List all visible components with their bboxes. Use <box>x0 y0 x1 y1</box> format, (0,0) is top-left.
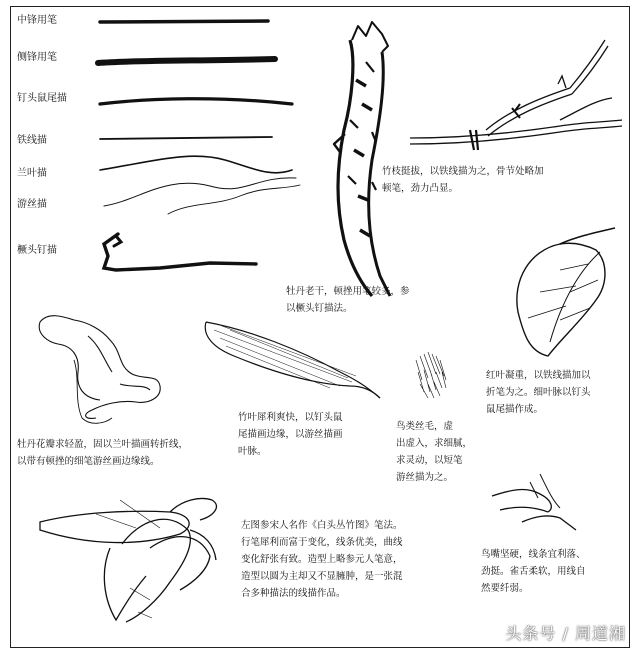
caption-peony-petal: 牡丹花瓣求轻盈，固以兰叶描画转折线， 以带有顿挫的细笔游丝画边缘线。 <box>17 439 189 467</box>
sample-iron-wire <box>100 137 272 139</box>
song-bamboo-drawing <box>40 499 216 623</box>
bamboo-leaf-drawing <box>205 322 380 398</box>
sample-orchid-leaf <box>100 156 292 173</box>
bamboo-branch-drawing <box>410 40 622 150</box>
caption-bamboo-branch: 竹枝挺拔，以铁线描为之，骨节处略加 顿笔，劲力凸显。 <box>382 166 544 194</box>
sample-gossamer <box>104 178 296 206</box>
bird-feather-drawing <box>416 352 446 398</box>
stroke-samples <box>98 21 300 270</box>
caption-peony-trunk: 牡丹老干，顿挫用笔较多，参 以橛头钉描法。 <box>286 286 410 314</box>
label-stake-head: 橛头钉描 <box>17 245 57 256</box>
watermark <box>505 621 626 644</box>
label-nail-head-rat-tail: 钉头鼠尾描 <box>17 93 67 104</box>
label-gossamer: 游丝描 <box>17 199 47 210</box>
sample-stake-head <box>104 234 256 270</box>
bird-beak-drawing <box>492 474 576 530</box>
caption-red-leaf: 红叶凝重，以铁线描加以 折笔为之。细叶脉以钉头 鼠尾描作成。 <box>486 370 591 415</box>
label-iron-wire: 铁线描 <box>17 135 47 146</box>
peony-trunk-drawing <box>334 22 390 296</box>
watermark-text: 头条号 / 周道湘 <box>505 624 626 643</box>
caption-bird-beak: 鸟嘴坚硬，线条宜利落、 劲挺。雀舌柔软，用线自 然要纤弱。 <box>481 549 586 594</box>
caption-bird-feather: 鸟类丝毛，虚 出虚入，求细腻， 求灵动，以短笔 游丝描为之。 <box>396 421 473 483</box>
caption-song-bamboo: 左图参宋人名作《白头丛竹图》笔法。 行笔犀利而富于变化，线条优美，曲线 变化舒张有致。造型上略参元人笔意， 造型以圆为主却又不显臃肿，是一张混 合多种描法的线描作品。 <box>241 520 403 599</box>
sample-center-stroke <box>100 21 268 22</box>
label-center-stroke: 中锋用笔 <box>17 15 57 26</box>
sample-side-stroke <box>98 59 275 63</box>
label-orchid-leaf: 兰叶描 <box>17 168 47 179</box>
caption-bamboo-leaf: 竹叶犀利爽快，以钉头鼠 尾描画边缘，以游丝描画 叶脉。 <box>238 412 343 457</box>
label-side-stroke: 侧锋用笔 <box>17 52 57 63</box>
sample-nail-head <box>100 99 292 104</box>
peony-petal-drawing <box>39 316 160 424</box>
red-leaf-drawing <box>517 228 615 356</box>
sample-gossamer-2 <box>168 185 300 214</box>
